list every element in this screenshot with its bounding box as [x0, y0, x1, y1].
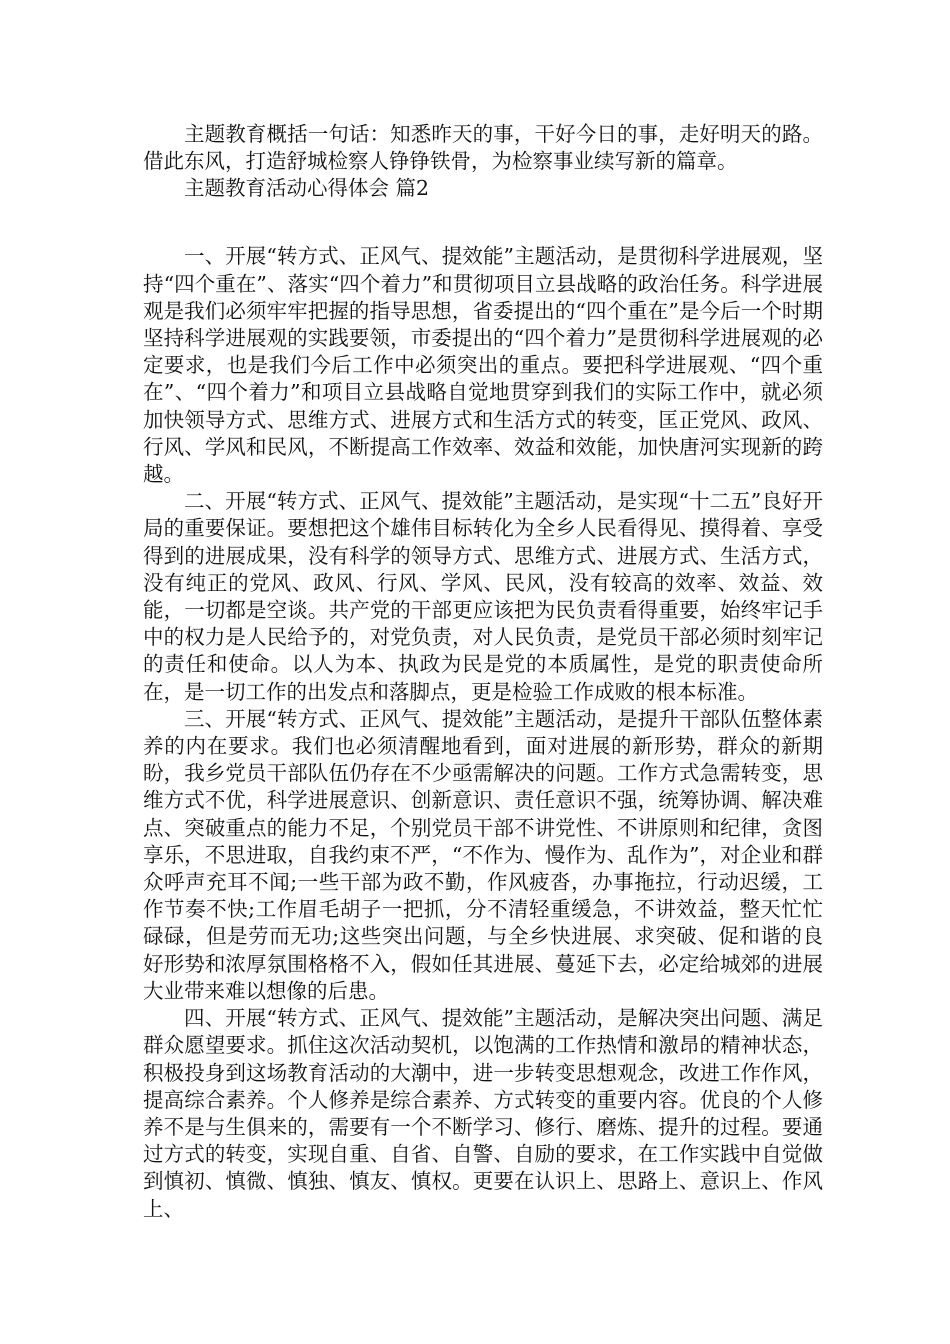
paragraph-2: 二、开展“转方式、正风气、提效能”主题活动，是实现“十二五”良好开局的重要保证。要想把这个雄伟目标转化为全乡人民看得见、摸得着、享受得到的进展成果，没有科学的领导方式、思维方式、进展方式、生活方式，没有纯正的党风、政风、行风、学风、民风，没有较高的效率、效益、效能，一切都是空谈。共产党的干部更应该把为民负责看得重要，始终牢记手中的权力是人民给予的，对党负责，对人民负责，是党员干部必须时刻牢记的责任和使命。以人为本、执政为民是党的本质属性，是党的职责使命所在，是一切工作的出发点和落脚点，更是检验工作成败的根本标准。 [143, 489, 823, 704]
intro-paragraph: 主题教育概括一句话：知悉昨天的事，干好今日的事，走好明天的路。借此东风，打造舒城检察人铮铮铁骨，为检察事业续写新的篇章。 [143, 122, 823, 174]
paragraph-4: 四、开展“转方式、正风气、提效能”主题活动，是解决突出问题、满足群众愿望要求。抓住这次活动契机，以饱满的工作热情和激昂的精神状态，积极投身到这场教育活动的大潮中，进一步转变思想观念，改进工作作风，提高综合素养。个人修养是综合素养、方式转变的重要内容。优良的个人修养不是与生俱来的，需要有一个不断学习、修行、磨炼、提升的过程。要通过方式的转变，实现自重、自省、自警、自励的要求，在工作实践中自觉做到慎初、慎微、慎独、慎友、慎权。更要在认识上、思路上、意识上、作风上、 [143, 1006, 823, 1221]
paragraph-3: 三、开展“转方式、正风气、提效能”主题活动，是提升干部队伍整体素养的内在要求。我们也必须清醒地看到，面对进展的新形势，群众的新期盼，我乡党员干部队伍仍存在不少亟需解决的问题。工作方式急需转变，思维方式不优，科学进展意识、创新意识、责任意识不强，统筹协调、解决难点、突破重点的能力不足，个别党员干部不讲党性、不讲原则和纪律，贪图享乐，不思进取，自我约束不严，“不作为、慢作为、乱作为”，对企业和群众呼声充耳不闻;一些干部为政不勤，作风疲沓，办事拖拉，行动迟缓，工作节奏不快;工作眉毛胡子一把抓，分不清轻重缓急，不讲效益，整天忙忙碌碌，但是劳而无功;这些突出问题，与全乡快进展、求突破、促和谐的良好形势和浓厚氛围格格不入，假如任其进展、蔓延下去，必定给城郊的进展大业带来难以想像的后患。 [143, 706, 823, 1003]
document-body [143, 121, 823, 1223]
section-heading: 主题教育活动心得体会 篇2 [184, 176, 430, 201]
paragraph-1: 一、开展“转方式、正风气、提效能”主题活动，是贯彻科学进展观，坚持“四个重在”、落实“四个着力”和贯彻项目立县战略的政治任务。科学进展观是我们必须牢牢把握的指导思想，省委提出的“四个重在”是今后一个时期坚持科学进展观的实践要领，市委提出的“四个着力”是贯彻科学进展观的必定要求，也是我们今后工作中必须突出的重点。要把科学进展观、“四个重在”、“四个着力”和项目立县战略自觉地贯穿到我们的实际工作中，就必须加快领导方式、思维方式、进展方式和生活方式的转变，匡正党风、政风、行风、学风和民风，不断提高工作效率、效益和效能，加快唐河实现新的跨越。 [143, 244, 823, 487]
